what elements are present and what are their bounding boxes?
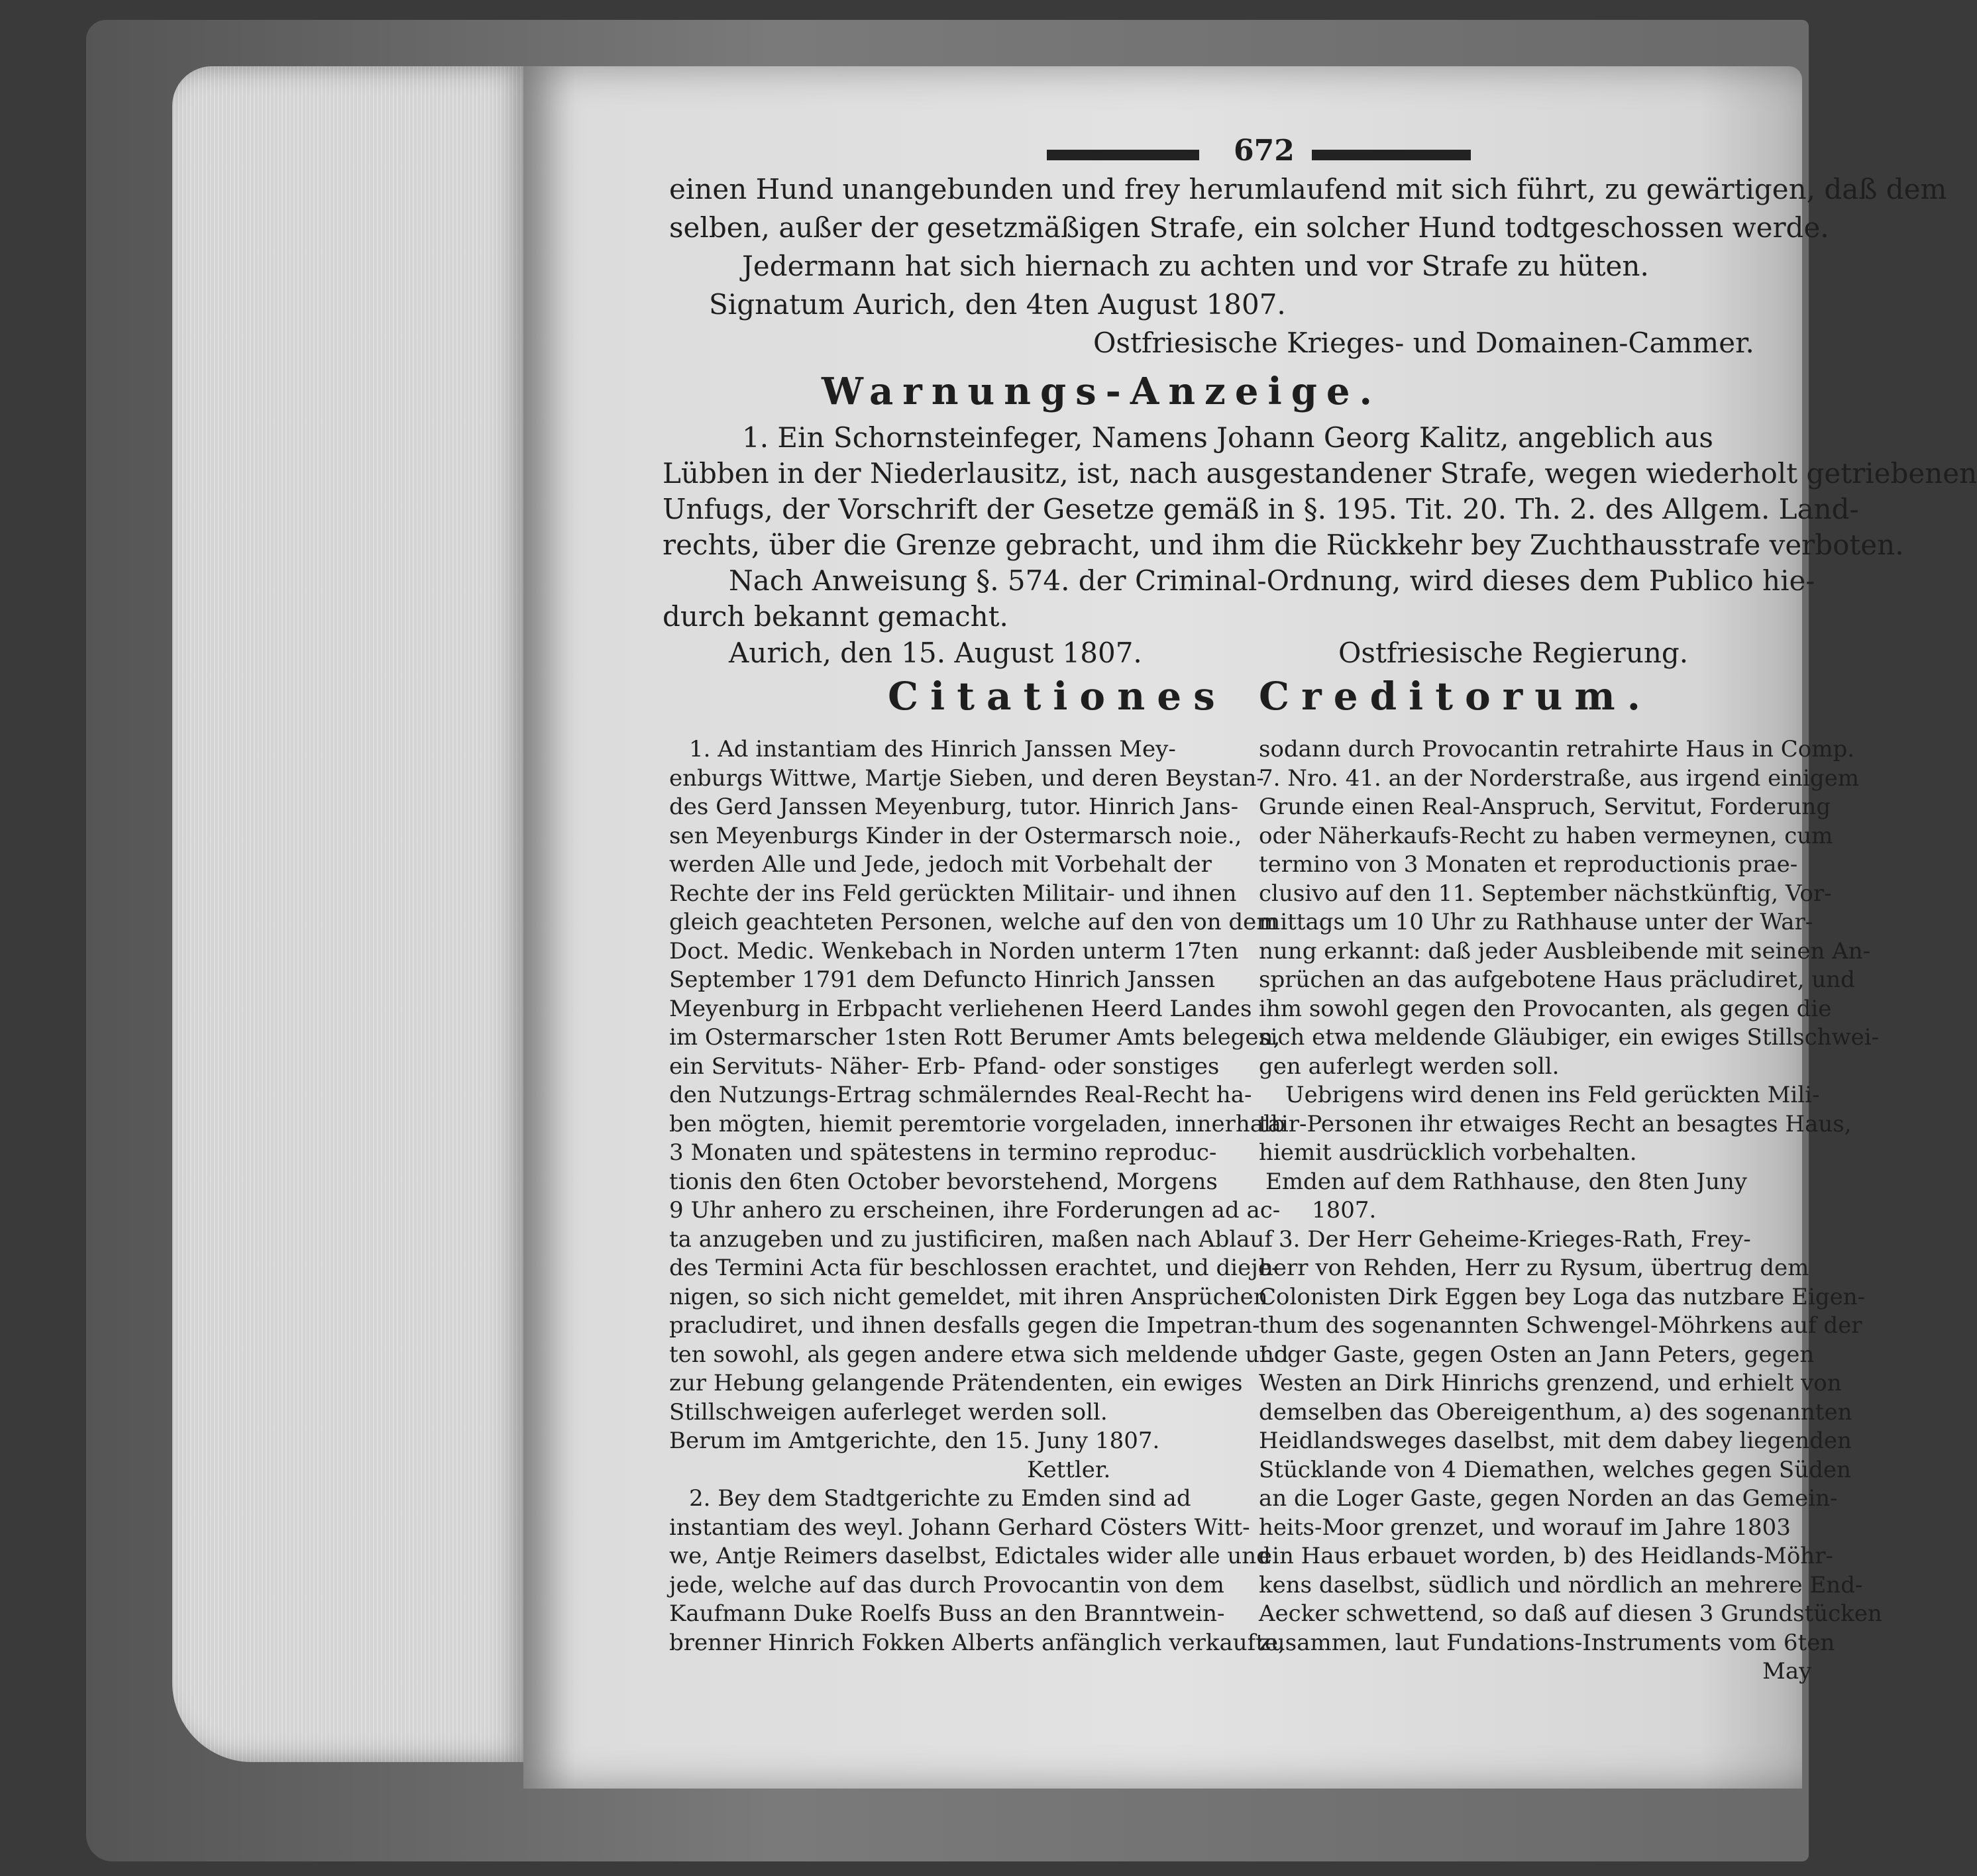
header-rule-left bbox=[1047, 150, 1199, 160]
left-column-line: pracludiret, und ihnen desfalls gegen die Impetran- bbox=[669, 1312, 1260, 1339]
left-column-line: ben mögten, hiemit peremtorie vorgeladen, innerhalb bbox=[669, 1110, 1285, 1137]
warning-lines-line: Lübben in der Niederlausitz, ist, nach ausgestandener Strafe, wegen wiederholt getriebenen bbox=[663, 457, 1977, 490]
right-column-line: 3. Der Herr Geheime-Krieges-Rath, Frey- bbox=[1279, 1225, 1751, 1253]
right-column-line: nung erkannt: daß jeder Ausbleibende mit seinen An- bbox=[1259, 937, 1871, 964]
left-column-line: ein Servituts- Näher- Erb- Pfand- oder sonstiges bbox=[669, 1053, 1220, 1080]
page-number: 672 bbox=[1234, 134, 1295, 168]
right-column-line: tair-Personen ihr etwaiges Recht an besagtes Haus, bbox=[1259, 1110, 1852, 1137]
right-column-line: oder Näherkaufs-Recht zu haben vermeynen, cum bbox=[1259, 822, 1833, 849]
left-column-line: Doct. Medic. Wenkebach in Norden unterm 17ten bbox=[669, 937, 1239, 964]
left-column-line: ta anzugeben und zu justificiren, maßen nach Ablauf bbox=[669, 1225, 1273, 1253]
right-column-line: heits-Moor grenzet, und worauf im Jahre 1803 bbox=[1259, 1514, 1791, 1541]
left-column-line: enburgs Wittwe, Martje Sieben, und deren Beystan- bbox=[669, 764, 1264, 792]
right-column-line: 1807. bbox=[1312, 1197, 1377, 1224]
left-column-line: zur Hebung gelangende Prätendenten, ein ewiges bbox=[669, 1370, 1243, 1396]
right-column-line: sodann durch Provocantin retrahirte Haus in Comp. bbox=[1259, 736, 1855, 762]
right-column-line: termino von 3 Monaten et reproductionis prae- bbox=[1259, 851, 1798, 878]
right-column-line: kens daselbst, südlich und nördlich an mehrere End- bbox=[1259, 1571, 1863, 1598]
left-column-line: werden Alle und Jede, jedoch mit Vorbehalt der bbox=[669, 851, 1212, 878]
left-column-line: Berum im Amtgerichte, den 15. Juny 1807. bbox=[669, 1428, 1160, 1454]
page-content bbox=[663, 132, 1977, 1685]
right-column-line: mittags um 10 Uhr zu Rathhause unter der War- bbox=[1259, 909, 1813, 935]
top-lines-line: Ostfriesische Krieges- und Domainen-Cammer. bbox=[1093, 327, 1754, 359]
right-column-line: thum des sogenannten Schwengel-Möhrkens auf der bbox=[1259, 1312, 1862, 1339]
warning-sign-right: Ostfriesische Regierung. bbox=[1338, 637, 1689, 669]
warning-lines-line: 1. Ein Schornsteinfeger, Namens Johann Georg Kalitz, angeblich aus bbox=[742, 421, 1713, 454]
right-column-line: hiemit ausdrücklich vorbehalten. bbox=[1259, 1139, 1637, 1166]
right-column-line: Heidlandsweges daselbst, mit dem dabey liegenden bbox=[1259, 1428, 1852, 1454]
right-column-line: Stücklande von 4 Diemathen, welches gegen Süden bbox=[1259, 1456, 1851, 1483]
left-column-line: des Gerd Janssen Meyenburg, tutor. Hinrich Jans- bbox=[669, 794, 1239, 820]
left-column-line: Rechte der ins Feld gerückten Militair- und ihnen bbox=[669, 880, 1237, 907]
top-lines-line: einen Hund unangebunden und frey herumlaufend mit sich führt, zu gewärtigen, daß dem bbox=[669, 173, 1947, 205]
right-column-line: ein Haus erbauet worden, b) des Heidlands-Möhr- bbox=[1259, 1543, 1833, 1569]
left-column-line: tionis den 6ten October bevorstehend, Morgens bbox=[669, 1168, 1218, 1195]
warning-title: Warnungs-Anzeige. bbox=[822, 370, 1382, 413]
right-column-line: 7. Nro. 41. an der Norderstraße, aus irgend einigem bbox=[1259, 764, 1860, 792]
right-column-line: herr von Rehden, Herr zu Rysum, übertrug dem bbox=[1259, 1255, 1809, 1281]
left-column-line: im Ostermarscher 1sten Rott Berumer Amts belegen, bbox=[669, 1024, 1281, 1051]
left-column-line: ten sowohl, als gegen andere etwa sich meldende und bbox=[669, 1341, 1289, 1368]
right-column-line: Grunde einen Real-Anspruch, Servitut, Forderung bbox=[1259, 794, 1831, 820]
top-lines-line: Signatum Aurich, den 4ten August 1807. bbox=[709, 288, 1286, 321]
warning-lines-line: Unfugs, der Vorschrift der Gesetze gemäß in §. 195. Tit. 20. Th. 2. des Allgem. Land- bbox=[663, 493, 1859, 525]
right-column-line: Aecker schwettend, so daß auf diesen 3 Grundstücken bbox=[1259, 1600, 1882, 1627]
right-column-line: gen auferlegt werden soll. bbox=[1259, 1053, 1560, 1080]
right-column-line: May bbox=[1762, 1658, 1812, 1685]
warning-lines-line: durch bekannt gemacht. bbox=[663, 600, 1008, 633]
left-column-line: 3 Monaten und spätestens in termino reproduc- bbox=[669, 1139, 1217, 1166]
right-column-line: sich etwa meldende Gläubiger, ein ewiges Stillschwei- bbox=[1259, 1024, 1880, 1051]
left-column-line: September 1791 dem Defuncto Hinrich Janssen bbox=[669, 966, 1216, 993]
top-lines-line: Jedermann hat sich hiernach zu achten und vor Strafe zu hüten. bbox=[742, 250, 1649, 282]
left-column-line: Meyenburg in Erbpacht verliehenen Heerd Landes bbox=[669, 995, 1252, 1022]
left-column-line: Kettler. bbox=[1027, 1456, 1111, 1483]
page-header bbox=[1047, 134, 1352, 168]
left-column-line: instantiam des weyl. Johann Gerhard Cösters Witt- bbox=[669, 1514, 1250, 1541]
left-column-line: 9 Uhr anhero zu erscheinen, ihre Forderungen ad ac- bbox=[669, 1197, 1281, 1224]
left-column-line: 1. Ad instantiam des Hinrich Janssen Mey- bbox=[689, 736, 1176, 762]
right-column-line: Colonisten Dirk Eggen bey Loga das nutzbare Eigen- bbox=[1259, 1283, 1866, 1310]
left-column-line: Kaufmann Duke Roelfs Buss an den Branntwein- bbox=[669, 1600, 1225, 1627]
left-column-line: gleich geachteten Personen, welche auf den von dem bbox=[669, 909, 1278, 935]
right-column-line: Uebrigens wird denen ins Feld gerückten Mili- bbox=[1285, 1082, 1820, 1108]
left-column-line: jede, welche auf das durch Provocantin von dem bbox=[669, 1571, 1224, 1598]
citationes-heading-right: Creditorum. bbox=[1259, 674, 1652, 719]
left-column-line: we, Antje Reimers daselbst, Edictales wider alle und bbox=[669, 1543, 1271, 1569]
left-column-line: des Termini Acta für beschlossen erachtet, und dieje- bbox=[669, 1255, 1279, 1281]
right-column-line: an die Loger Gaste, gegen Norden an das Gemein- bbox=[1259, 1485, 1838, 1512]
citationes-heading-left: Citationes bbox=[888, 674, 1227, 719]
warning-lines-line: Nach Anweisung §. 574. der Criminal-Ordnung, wird dieses dem Publico hie- bbox=[729, 564, 1815, 597]
left-column-line: Stillschweigen auferleget werden soll. bbox=[669, 1398, 1108, 1426]
top-lines-line: selben, außer der gesetzmäßigen Strafe, ein solcher Hund todtgeschossen werde. bbox=[669, 211, 1829, 244]
right-column-line: zusammen, laut Fundations-Instruments vom 6ten bbox=[1259, 1629, 1835, 1656]
right-column-line: Loger Gaste, gegen Osten an Jann Peters, gegen bbox=[1259, 1341, 1815, 1368]
left-column-line: 2. Bey dem Stadtgerichte zu Emden sind ad bbox=[689, 1485, 1191, 1512]
warning-sign-left: Aurich, den 15. August 1807. bbox=[729, 637, 1142, 669]
left-column-line: nigen, so sich nicht gemeldet, mit ihren Ansprüchen bbox=[669, 1283, 1268, 1310]
right-column-line: Emden auf dem Rathhause, den 8ten Juny bbox=[1265, 1168, 1747, 1195]
right-column-line: ihm sowohl gegen den Provocanten, als gegen die bbox=[1259, 995, 1832, 1022]
right-column-line: Westen an Dirk Hinrichs grenzend, und erhielt von bbox=[1259, 1370, 1842, 1396]
warning-lines-line: rechts, über die Grenze gebracht, und ihm die Rückkehr bey Zuchthausstrafe verboten. bbox=[663, 529, 1904, 561]
right-column-line: demselben das Obereigenthum, a) des sogenannten bbox=[1259, 1398, 1852, 1426]
left-column-line: den Nutzungs-Ertrag schmälerndes Real-Recht ha- bbox=[669, 1082, 1252, 1108]
left-column-line: brenner Hinrich Fokken Alberts anfänglich verkaufte, bbox=[669, 1629, 1285, 1656]
right-column-line: sprüchen an das aufgebotene Haus präcludiret, und bbox=[1259, 966, 1855, 993]
left-column-line: sen Meyenburgs Kinder in der Ostermarsch noie., bbox=[669, 822, 1242, 849]
header-rule-right bbox=[1312, 150, 1471, 160]
right-column-line: clusivo auf den 11. September nächstkünftig, Vor- bbox=[1259, 880, 1832, 907]
page-edges bbox=[172, 66, 530, 1762]
